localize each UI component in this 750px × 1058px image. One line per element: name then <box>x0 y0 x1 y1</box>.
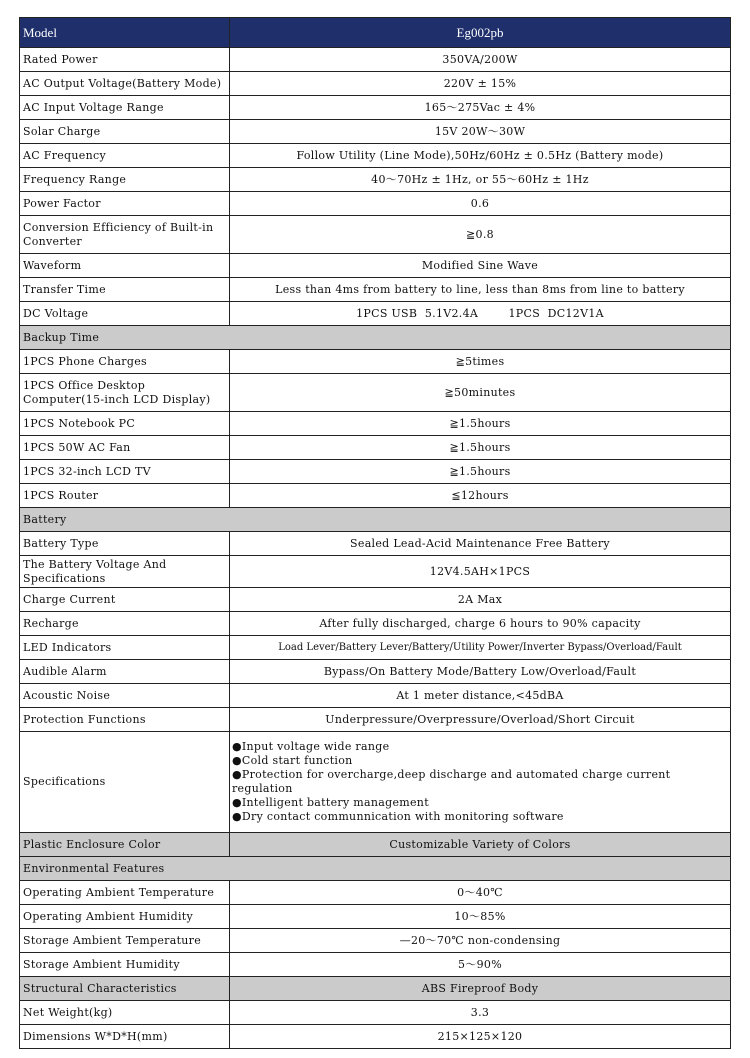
list-item: ●Input voltage wide range <box>232 740 390 753</box>
row-value: —20～70℃ non-condensing <box>230 929 731 953</box>
row-label: 1PCS 50W AC Fan <box>20 436 230 460</box>
row-label: Solar Charge <box>20 120 230 144</box>
row-value: ≧1.5hours <box>230 460 731 484</box>
row-label: The Battery Voltage And Specifications <box>20 556 230 588</box>
spec-row <box>20 168 731 192</box>
spec-row <box>20 484 731 508</box>
spec-row <box>20 192 731 216</box>
row-value: 350VA/200W <box>230 48 731 72</box>
row-label: 1PCS Office Desktop Computer(15-inch LCD Display) <box>20 374 230 412</box>
row-label: Operating Ambient Temperature <box>20 881 230 905</box>
row-label: 1PCS Phone Charges <box>20 350 230 374</box>
spec-row <box>20 412 731 436</box>
spec-row <box>20 612 731 636</box>
spec-row <box>20 302 731 326</box>
section-title: Environmental Features <box>20 857 731 881</box>
row-label: Structural Characteristics <box>20 977 230 1001</box>
spec-row <box>20 1001 731 1025</box>
row-value: ≧1.5hours <box>230 412 731 436</box>
row-label: Recharge <box>20 612 230 636</box>
row-value: Follow Utility (Line Mode),50Hz/60Hz ± 0.5Hz (Battery mode) <box>230 144 731 168</box>
spec-row <box>20 953 731 977</box>
spec-row <box>20 881 731 905</box>
row-label: Specifications <box>20 732 230 833</box>
row-value: Less than 4ms from battery to line, less than 8ms from line to battery <box>230 278 731 302</box>
row-value: Bypass/On Battery Mode/Battery Low/Overload/Fault <box>230 660 731 684</box>
header-row <box>20 18 731 48</box>
spec-row <box>20 48 731 72</box>
row-value: ≧1.5hours <box>230 436 731 460</box>
row-label: Charge Current <box>20 588 230 612</box>
spec-row <box>20 1025 731 1049</box>
spec-row <box>20 833 731 857</box>
section-title: Battery <box>20 508 731 532</box>
spec-row <box>20 588 731 612</box>
row-label: Net Weight(kg) <box>20 1001 230 1025</box>
row-label: Rated Power <box>20 48 230 72</box>
row-label: 1PCS Router <box>20 484 230 508</box>
row-label: Storage Ambient Temperature <box>20 929 230 953</box>
row-value: Load Lever/Battery Lever/Battery/Utility Power/Inverter Bypass/Overload/Fault <box>230 636 731 660</box>
row-value: ≧0.8 <box>230 216 731 254</box>
row-value: 12V4.5AH×1PCS <box>230 556 731 588</box>
row-label: LED Indicators <box>20 636 230 660</box>
row-label: Audible Alarm <box>20 660 230 684</box>
row-value: 10～85% <box>230 905 731 929</box>
row-label: Storage Ambient Humidity <box>20 953 230 977</box>
spec-row-specifications <box>20 732 731 833</box>
section-backup-time <box>20 326 731 350</box>
row-value: 165～275Vac ± 4% <box>230 96 731 120</box>
row-value: 220V ± 15% <box>230 72 731 96</box>
row-label: Frequency Range <box>20 168 230 192</box>
spec-row <box>20 532 731 556</box>
row-label: Transfer Time <box>20 278 230 302</box>
row-label: 1PCS Notebook PC <box>20 412 230 436</box>
row-value: 40～70Hz ± 1Hz, or 55～60Hz ± 1Hz <box>230 168 731 192</box>
spec-row <box>20 278 731 302</box>
spec-row <box>20 556 731 588</box>
spec-row <box>20 350 731 374</box>
row-value: 15V 20W～30W <box>230 120 731 144</box>
spec-table <box>19 17 731 1049</box>
row-label: AC Output Voltage(Battery Mode) <box>20 72 230 96</box>
section-title: Backup Time <box>20 326 731 350</box>
header-value: Eg002pb <box>230 18 731 48</box>
row-label: Power Factor <box>20 192 230 216</box>
row-value: Customizable Variety of Colors <box>230 833 731 857</box>
row-value: 1PCS USB 5.1V2.4A 1PCS DC12V1A <box>230 302 731 326</box>
row-value: ≦12hours <box>230 484 731 508</box>
list-item: ●Intelligent battery management <box>232 796 429 809</box>
spec-row <box>20 660 731 684</box>
spec-row <box>20 216 731 254</box>
row-value: At 1 meter distance,<45dBA <box>230 684 731 708</box>
row-value: 0.6 <box>230 192 731 216</box>
row-label: Dimensions W*D*H(mm) <box>20 1025 230 1049</box>
spec-row <box>20 96 731 120</box>
row-value: Underpressure/Overpressure/Overload/Short Circuit <box>230 708 731 732</box>
spec-row <box>20 374 731 412</box>
list-item: ●Protection for overcharge,deep discharge and automated charge current regulation <box>232 768 671 795</box>
spec-row <box>20 436 731 460</box>
row-value: Modified Sine Wave <box>230 254 731 278</box>
row-value: 0～40℃ <box>230 881 731 905</box>
row-label: Waveform <box>20 254 230 278</box>
row-value: 5～90% <box>230 953 731 977</box>
row-label: AC Frequency <box>20 144 230 168</box>
spec-row <box>20 708 731 732</box>
row-value: ≧50minutes <box>230 374 731 412</box>
section-battery <box>20 508 731 532</box>
row-value: Sealed Lead-Acid Maintenance Free Battery <box>230 532 731 556</box>
spec-row <box>20 905 731 929</box>
spec-row <box>20 144 731 168</box>
row-label: DC Voltage <box>20 302 230 326</box>
row-value: 2A Max <box>230 588 731 612</box>
row-label: Battery Type <box>20 532 230 556</box>
section-environmental-features <box>20 857 731 881</box>
row-value: ≧5times <box>230 350 731 374</box>
list-item: ●Cold start function <box>232 754 353 767</box>
section-structural-characteristics <box>20 977 731 1001</box>
spec-row <box>20 929 731 953</box>
row-value: After fully discharged, charge 6 hours to 90% capacity <box>230 612 731 636</box>
row-label: 1PCS 32-inch LCD TV <box>20 460 230 484</box>
row-label: AC Input Voltage Range <box>20 96 230 120</box>
specifications-list <box>230 732 731 833</box>
spec-row <box>20 254 731 278</box>
row-label: Conversion Efficiency of Built-in Converter <box>20 216 230 254</box>
spec-row <box>20 460 731 484</box>
spec-row <box>20 636 731 660</box>
spec-row <box>20 684 731 708</box>
row-value: 3.3 <box>230 1001 731 1025</box>
header-label: Model <box>20 18 230 48</box>
spec-row <box>20 72 731 96</box>
row-label: Acoustic Noise <box>20 684 230 708</box>
row-label: Plastic Enclosure Color <box>20 833 230 857</box>
spec-row <box>20 120 731 144</box>
row-value: 215×125×120 <box>230 1025 731 1049</box>
list-item: ●Dry contact communnication with monitoring software <box>232 810 564 823</box>
row-label: Protection Functions <box>20 708 230 732</box>
row-label: Operating Ambient Humidity <box>20 905 230 929</box>
row-value: ABS Fireproof Body <box>230 977 731 1001</box>
